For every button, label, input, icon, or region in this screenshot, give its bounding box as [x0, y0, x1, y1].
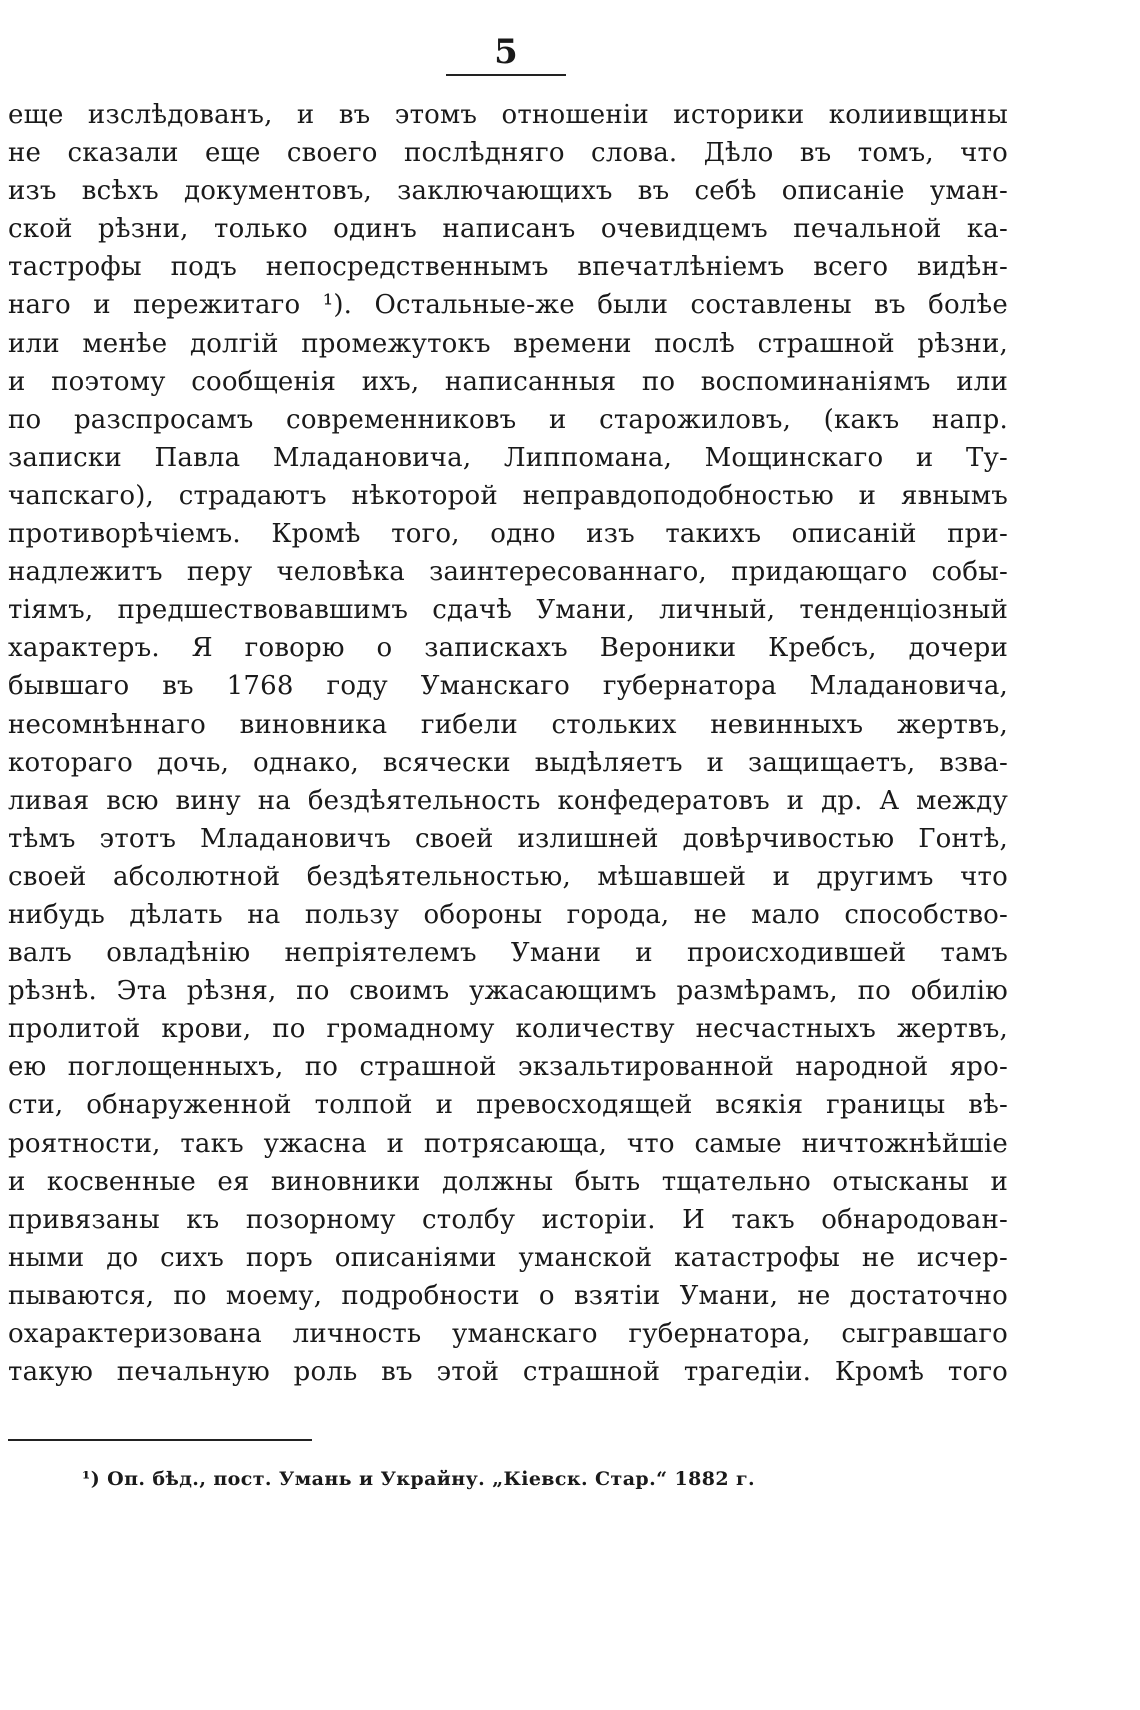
text-line: характеръ. Я говорю о запискахъ Вероники Кребсъ, дочери	[8, 633, 1008, 664]
text-line: и поэтому сообщенія ихъ, написанныя по воспоминаніямъ или	[8, 366, 1008, 397]
text-line: бывшаго въ 1768 году Уманскаго губернатора Младановича,	[8, 671, 1008, 702]
text-line: валъ овладѣнію непріятелемъ Умани и происходившей тамъ	[8, 938, 1008, 969]
text-line: ею поглощенныхъ, по страшной экзальтированной народной яро-	[8, 1052, 1008, 1083]
text-line: нибудь дѣлать на пользу обороны города, не мало способство-	[8, 899, 1008, 930]
text-line: ными до сихъ поръ описаніями уманской катастрофы не исчер-	[8, 1242, 1008, 1273]
text-line: несомнѣннаго виновника гибели стольких невинныхъ жертвъ,	[8, 709, 1008, 740]
text-line: наго и пережитаго ¹). Остальные-же были составлены въ болѣе	[8, 290, 1008, 321]
text-line: противорѣчіемъ. Кромѣ того, одно изъ такихъ описаній при-	[8, 519, 1008, 550]
body-text	[8, 96, 1008, 1391]
text-line: сти, обнаруженной толпой и превосходящей всякія границы вѣ-	[8, 1090, 1008, 1121]
text-line: тіямъ, предшествовавшимъ сдачѣ Умани, личный, тенденціозный	[8, 595, 1008, 626]
page-number: 5	[494, 32, 518, 72]
text-line: пываются, по моему, подробности о взятіи Умани, не достаточно	[8, 1280, 1008, 1311]
footnote-rule	[8, 1439, 312, 1441]
text-line: рѣзнѣ. Эта рѣзня, по своимъ ужасающимъ размѣрамъ, по обилію	[8, 976, 1008, 1007]
text-line: еще изслѣдованъ, и въ этомъ отношеніи историки колиивщины	[8, 100, 1008, 130]
text-line: не сказали еще своего послѣдняго слова. Дѣло въ томъ, что	[8, 138, 1008, 169]
page-number-rule	[446, 74, 566, 76]
text-line: или менѣе долгій промежутокъ времени послѣ страшной рѣзни,	[8, 328, 1008, 359]
text-line: котораго дочь, однако, всячески выдѣляетъ и защищаетъ, взва-	[8, 747, 1008, 778]
text-line: записки Павла Младановича, Липпомана, Мощинскаго и Ту-	[8, 442, 1008, 473]
text-line: охарактеризована личность уманскаго губернатора, сыгравшаго	[8, 1319, 1008, 1349]
text-line: такую печальную роль въ этой страшной трагедіи. Кромѣ того	[8, 1357, 1008, 1388]
footnote: ¹) Оп. бѣд., пост. Умань и Украйну. „Кіевск. Стар.“ 1882 г.	[82, 1468, 756, 1490]
text-line: надлежитъ перу человѣка заинтересованнаго, придающаго собы-	[8, 557, 1008, 588]
text-line: ливая всю вину на бездѣятельность конфедератовъ и др. А между	[8, 785, 1008, 816]
text-line: чапскаго), страдаютъ нѣкоторой неправдоподобностью и явнымъ	[8, 480, 1008, 511]
text-line: тѣмъ этотъ Младановичъ своей излишней довѣрчивостью Гонтѣ,	[8, 823, 1008, 854]
text-line: тастрофы подъ непосредственнымъ впечатлѣніемъ всего видѣн-	[8, 252, 1008, 283]
text-line: изъ всѣхъ документовъ, заключающихъ въ себѣ описаніе уман-	[8, 176, 1008, 207]
text-line: и косвенные ея виновники должны быть тщательно отысканы и	[8, 1166, 1008, 1197]
text-line: по разспросамъ современниковъ и старожиловъ, (какъ напр.	[8, 404, 1008, 435]
text-line: своей абсолютной бездѣятельностью, мѣшавшей и другимъ что	[8, 861, 1008, 892]
text-line: привязаны къ позорному столбу исторіи. И такъ обнародован-	[8, 1204, 1008, 1235]
text-line: роятности, такъ ужасна и потрясающа, что самые ничтожнѣйшіе	[8, 1128, 1008, 1159]
text-line: пролитой крови, по громадному количеству несчастныхъ жертвъ,	[8, 1014, 1008, 1045]
text-line: ской рѣзни, только одинъ написанъ очевидцемъ печальной ка-	[8, 214, 1008, 245]
